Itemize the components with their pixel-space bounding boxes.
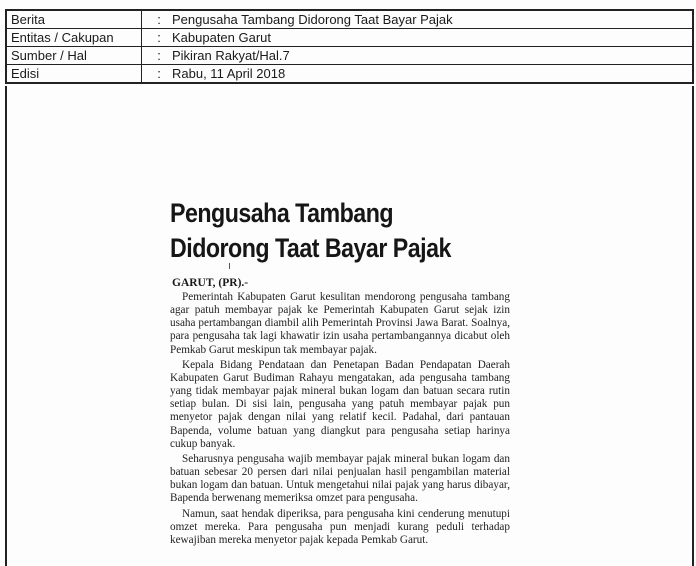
metadata-row-entitas: [7, 29, 692, 47]
metadata-value: Rabu, 11 April 2018: [172, 66, 286, 81]
article-dateline: GARUT, (PR).-: [172, 277, 249, 289]
metadata-value: Pengusaha Tambang Didorong Taat Bayar Pajak: [172, 12, 453, 27]
metadata-separator: :: [157, 48, 161, 63]
metadata-value: Kabupaten Garut: [172, 30, 272, 45]
article-paragraph: Pemerintah Kabupaten Garut kesulitan mendorong pengusaha tambang agar patuh membayar pajak ke Pemerintah Kabupaten Garut sejak izin usaha pertambangan diambil alih Pemerintah Provinsi Jawa Barat. Soalnya, para pengusaha tak lagi khawatir izin usaha pertambangannya dicabut oleh Pemkab Garut meskipun tak membayar pajak.: [170, 291, 510, 356]
article-paragraph: Namun, saat hendak diperiksa, para pengusaha kini cenderung menutupi omzet mereka. Para pengusaha pun menjadi kurang peduli terhadap kewajiban mereka menyetor pajak kepada Pemkab Garut.: [170, 507, 510, 546]
metadata-label: Entitas / Cakupan: [7, 29, 142, 46]
article-paragraph: Seharusnya pengusaha wajib membayar pajak mineral bukan logam dan batuan sebesar 20 persen dari nilai penjualan hasil pengambilan material bukan logam dan batuan. Untuk mengetahui nilai pajak yang harus dibayar, Bapenda berwenang memeriksa omzet para pengusaha.: [170, 452, 510, 505]
metadata-label: Sumber / Hal: [7, 47, 142, 64]
metadata-value: Pikiran Rakyat/Hal.7: [172, 48, 290, 63]
metadata-separator: :: [157, 12, 161, 27]
article-headline: [170, 196, 462, 266]
metadata-row-berita: [7, 11, 692, 29]
article-paragraph: Kepala Bidang Pendataan dan Penetapan Badan Pendapatan Daerah Kabupaten Garut Budiman Rahayu mengatakan, ada pengusaha tambang yang tidak membayar pajak mineral bukan logam dan batuan secara rutin setiap bulan. Di sisi lain, pengusaha yang patuh membayar pajak pun menyetor pajak dengan nilai yang relatif kecil. Padahal, dari pantauan Bapenda, volume batuan yang diangkut para pengusaha setiap harinya cukup banyak.: [170, 358, 510, 450]
headline-line-1: Pengusaha Tambang: [170, 198, 394, 228]
metadata-separator: :: [157, 66, 161, 81]
scan-mark: [229, 263, 230, 269]
metadata-row-sumber: [7, 47, 692, 65]
article-body: [170, 291, 510, 547]
clipping-metadata-table: [5, 9, 694, 84]
news-article: [170, 196, 510, 549]
metadata-label: Berita: [7, 11, 142, 28]
metadata-separator: :: [157, 30, 161, 45]
metadata-row-edisi: [7, 65, 692, 84]
headline-line-2: Didorong Taat Bayar Pajak: [170, 233, 451, 263]
metadata-label: Edisi: [7, 65, 142, 82]
